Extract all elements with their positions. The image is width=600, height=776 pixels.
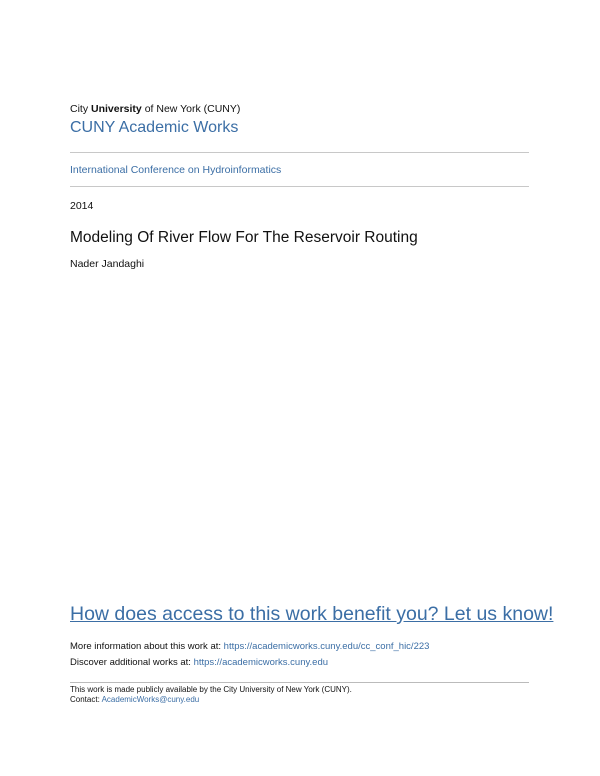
discover-line [70, 657, 328, 668]
discover-link[interactable]: https://academicworks.cuny.edu [193, 657, 329, 668]
divider [70, 152, 529, 153]
more-info-label: More information about this work at: [70, 641, 224, 652]
divider [70, 186, 529, 187]
footer-notice: This work is made publicly available by the City University of New York (CUNY). [70, 685, 352, 694]
contact-label: Contact: [70, 695, 102, 704]
institution-name [70, 103, 240, 115]
footer-contact [70, 695, 199, 704]
author: Nader Jandaghi [70, 258, 145, 270]
more-info-line [70, 641, 429, 652]
year: 2014 [70, 200, 94, 212]
repository-name: CUNY Academic Works [70, 119, 239, 136]
institution-prefix: City [70, 103, 91, 115]
footer-divider [70, 682, 529, 683]
document-title: Modeling Of River Flow For The Reservoir Routing [70, 229, 418, 246]
more-info-link[interactable]: https://academicworks.cuny.edu/cc_conf_hic/223 [223, 641, 430, 652]
discover-label: Discover additional works at: [70, 657, 194, 668]
institution-suffix: of New York (CUNY) [141, 103, 241, 115]
institution-bold: University [91, 103, 142, 115]
collection-link[interactable]: International Conference on Hydroinformatics [70, 164, 282, 176]
contact-email-link[interactable]: AcademicWorks@cuny.edu [101, 695, 200, 704]
feedback-link[interactable]: How does access to this work benefit you? Let us know! [70, 603, 554, 625]
